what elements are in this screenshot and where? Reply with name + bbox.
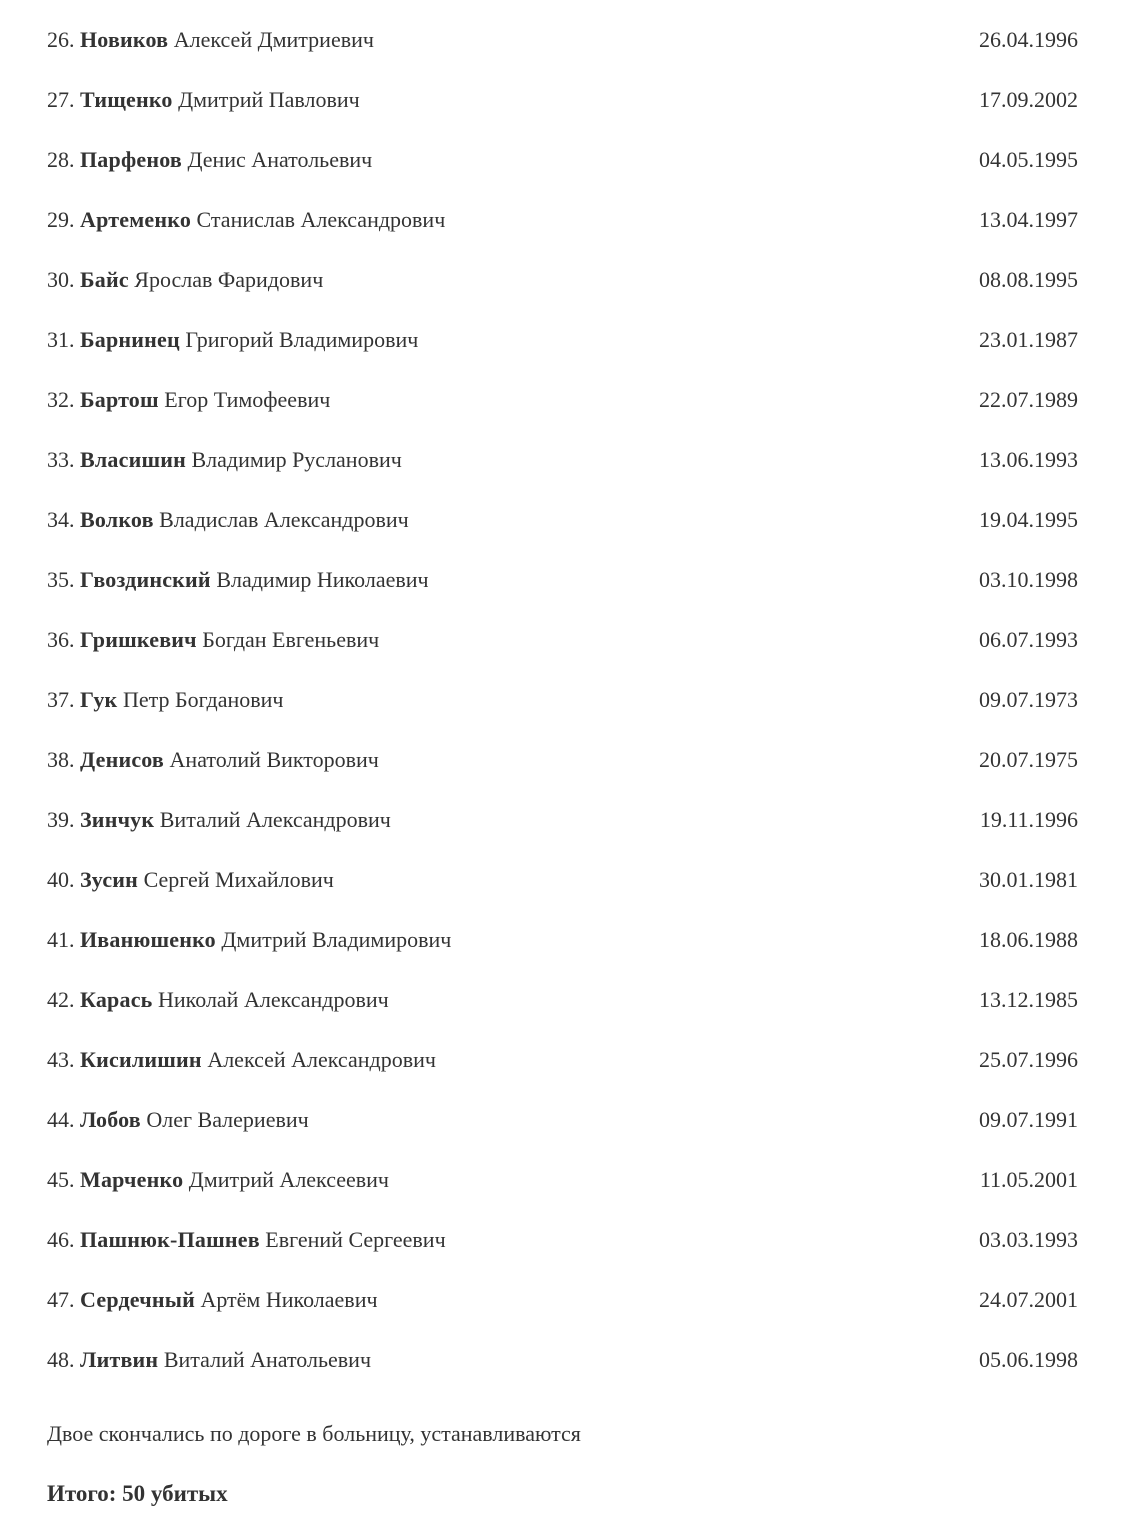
entry-birth-date: 24.07.2001 (979, 1286, 1078, 1312)
entry-text (47, 267, 323, 293)
entry-birth-date: 11.05.2001 (979, 1166, 1078, 1192)
entry-text (47, 447, 402, 473)
entry-given-names: Анатолий Викторович (169, 746, 379, 772)
entry-text (47, 867, 334, 893)
entry-given-names: Олег Валериевич (146, 1106, 309, 1132)
entry-given-names: Петр Богданович (122, 686, 284, 712)
entry-text (47, 27, 374, 53)
entry-text (47, 1287, 378, 1313)
entry-surname: Гук (80, 686, 118, 712)
entry-birth-date: 20.07.1975 (979, 746, 1078, 772)
list-item (47, 310, 1078, 370)
entry-text (47, 387, 330, 413)
entry-text (47, 927, 451, 953)
entry-number: 34. (47, 506, 75, 532)
casualty-list (47, 10, 1078, 1390)
entry-number: 30. (47, 266, 75, 292)
entry-birth-date: 30.01.1981 (979, 866, 1078, 892)
entry-text (47, 627, 379, 653)
entry-number: 35. (47, 566, 75, 592)
entry-given-names: Николай Александрович (158, 986, 389, 1012)
entry-surname: Парфенов (80, 146, 182, 172)
entry-surname: Пашнюк-Пашнев (80, 1226, 260, 1252)
list-item (47, 490, 1078, 550)
entry-text (47, 1227, 446, 1253)
entry-birth-date: 19.11.1996 (979, 806, 1078, 832)
entry-surname: Новиков (80, 26, 169, 52)
entry-number: 37. (47, 686, 75, 712)
list-item (47, 1210, 1078, 1270)
entry-given-names: Владимир Николаевич (216, 566, 429, 592)
entry-number: 38. (47, 746, 75, 772)
entry-surname: Власишин (80, 446, 186, 472)
entry-birth-date: 19.04.1995 (979, 506, 1078, 532)
entry-text (47, 207, 445, 233)
entry-surname: Тищенко (80, 86, 173, 112)
entry-number: 29. (47, 206, 75, 232)
entry-given-names: Владислав Александрович (159, 506, 409, 532)
entry-number: 36. (47, 626, 75, 652)
entry-number: 39. (47, 806, 75, 832)
entry-birth-date: 22.07.1989 (979, 386, 1078, 412)
list-item (47, 1330, 1078, 1390)
list-item (47, 790, 1078, 850)
list-item (47, 550, 1078, 610)
entry-surname: Волков (80, 506, 154, 532)
entry-given-names: Станислав Александрович (196, 206, 446, 232)
entry-given-names: Григорий Владимирович (185, 326, 419, 352)
entry-text (47, 807, 391, 833)
entry-given-names: Алексей Александрович (207, 1046, 436, 1072)
entry-surname: Кисилишин (80, 1046, 202, 1072)
entry-text (47, 147, 372, 173)
entry-birth-date: 08.08.1995 (979, 266, 1078, 292)
entry-text (47, 687, 284, 713)
entry-given-names: Владимир Русланович (191, 446, 402, 472)
entry-text (47, 987, 389, 1013)
total-text: Итого: 50 убитых (47, 1481, 228, 1506)
entry-birth-date: 03.03.1993 (979, 1226, 1078, 1252)
entry-text (47, 1347, 371, 1373)
entry-surname: Зусин (80, 866, 139, 892)
entry-given-names: Артём Николаевич (200, 1286, 378, 1312)
list-item (47, 910, 1078, 970)
entry-surname: Карась (80, 986, 153, 1012)
entry-text (47, 327, 418, 353)
entry-number: 42. (47, 986, 75, 1012)
list-item (47, 190, 1078, 250)
entry-given-names: Богдан Евгеньевич (202, 626, 380, 652)
entry-birth-date: 13.12.1985 (979, 986, 1078, 1012)
entry-text (47, 87, 360, 113)
entry-number: 48. (47, 1346, 75, 1372)
entry-text (47, 1107, 309, 1133)
entry-number: 41. (47, 926, 75, 952)
entry-given-names: Евгений Сергеевич (265, 1226, 446, 1252)
list-item (47, 670, 1078, 730)
entry-number: 44. (47, 1106, 75, 1132)
entry-surname: Гришкевич (80, 626, 197, 652)
entry-surname: Артеменко (80, 206, 192, 232)
list-item (47, 370, 1078, 430)
entry-birth-date: 09.07.1991 (979, 1106, 1078, 1132)
list-item (47, 1150, 1078, 1210)
entry-birth-date: 09.07.1973 (979, 686, 1078, 712)
entry-surname: Сердечный (80, 1286, 195, 1312)
entry-surname: Марченко (80, 1166, 184, 1192)
entry-text (47, 1047, 436, 1073)
entry-number: 46. (47, 1226, 75, 1252)
entry-given-names: Денис Анатольевич (187, 146, 373, 172)
entry-number: 33. (47, 446, 75, 472)
list-item (47, 850, 1078, 910)
entry-birth-date: 13.06.1993 (979, 446, 1078, 472)
entry-given-names: Алексей Дмитриевич (173, 26, 374, 52)
entry-birth-date: 25.07.1996 (979, 1046, 1078, 1072)
entry-text (47, 1167, 389, 1193)
entry-surname: Барнинец (80, 326, 180, 352)
list-item (47, 730, 1078, 790)
list-item (47, 1270, 1078, 1330)
note-text: Двое скончались по дороге в больницу, устанавливаются (47, 1421, 581, 1446)
entry-birth-date: 26.04.1996 (979, 26, 1078, 52)
entry-number: 26. (47, 26, 75, 52)
entry-surname: Иванюшенко (80, 926, 216, 952)
list-item (47, 1030, 1078, 1090)
entry-given-names: Егор Тимофеевич (164, 386, 331, 412)
entry-number: 45. (47, 1166, 75, 1192)
entry-given-names: Дмитрий Алексеевич (188, 1166, 389, 1192)
entry-birth-date: 05.06.1998 (979, 1346, 1078, 1372)
entry-birth-date: 13.04.1997 (979, 206, 1078, 232)
list-item (47, 250, 1078, 310)
entry-number: 43. (47, 1046, 75, 1072)
entry-birth-date: 17.09.2002 (979, 86, 1078, 112)
entry-birth-date: 18.06.1988 (979, 926, 1078, 952)
entry-surname: Зинчук (80, 806, 155, 832)
entry-birth-date: 04.05.1995 (979, 146, 1078, 172)
total-row (47, 1464, 1078, 1524)
entry-given-names: Сергей Михайлович (143, 866, 334, 892)
list-item (47, 1090, 1078, 1150)
entry-surname: Гвоздинский (80, 566, 211, 592)
entry-given-names: Дмитрий Павлович (178, 86, 360, 112)
entry-number: 32. (47, 386, 75, 412)
entry-birth-date: 06.07.1993 (979, 626, 1078, 652)
list-item (47, 430, 1078, 490)
entry-surname: Байс (80, 266, 129, 292)
entry-birth-date: 23.01.1987 (979, 326, 1078, 352)
entry-surname: Лобов (80, 1106, 141, 1132)
list-item (47, 10, 1078, 70)
entry-given-names: Виталий Анатольевич (163, 1346, 372, 1372)
list-item (47, 610, 1078, 670)
list-item (47, 130, 1078, 190)
entry-surname: Бартош (80, 386, 159, 412)
entry-surname: Денисов (80, 746, 165, 772)
entry-number: 40. (47, 866, 75, 892)
note-row (47, 1404, 1078, 1464)
entry-given-names: Ярослав Фаридович (134, 266, 324, 292)
entry-text (47, 507, 409, 533)
entry-number: 47. (47, 1286, 75, 1312)
entry-given-names: Виталий Александрович (159, 806, 391, 832)
list-item (47, 970, 1078, 1030)
entry-number: 31. (47, 326, 75, 352)
entry-number: 27. (47, 86, 75, 112)
entry-birth-date: 03.10.1998 (979, 566, 1078, 592)
list-item (47, 70, 1078, 130)
entry-given-names: Дмитрий Владимирович (221, 926, 452, 952)
entry-number: 28. (47, 146, 75, 172)
entry-surname: Литвин (80, 1346, 159, 1372)
entry-text (47, 747, 379, 773)
entry-text (47, 567, 429, 593)
